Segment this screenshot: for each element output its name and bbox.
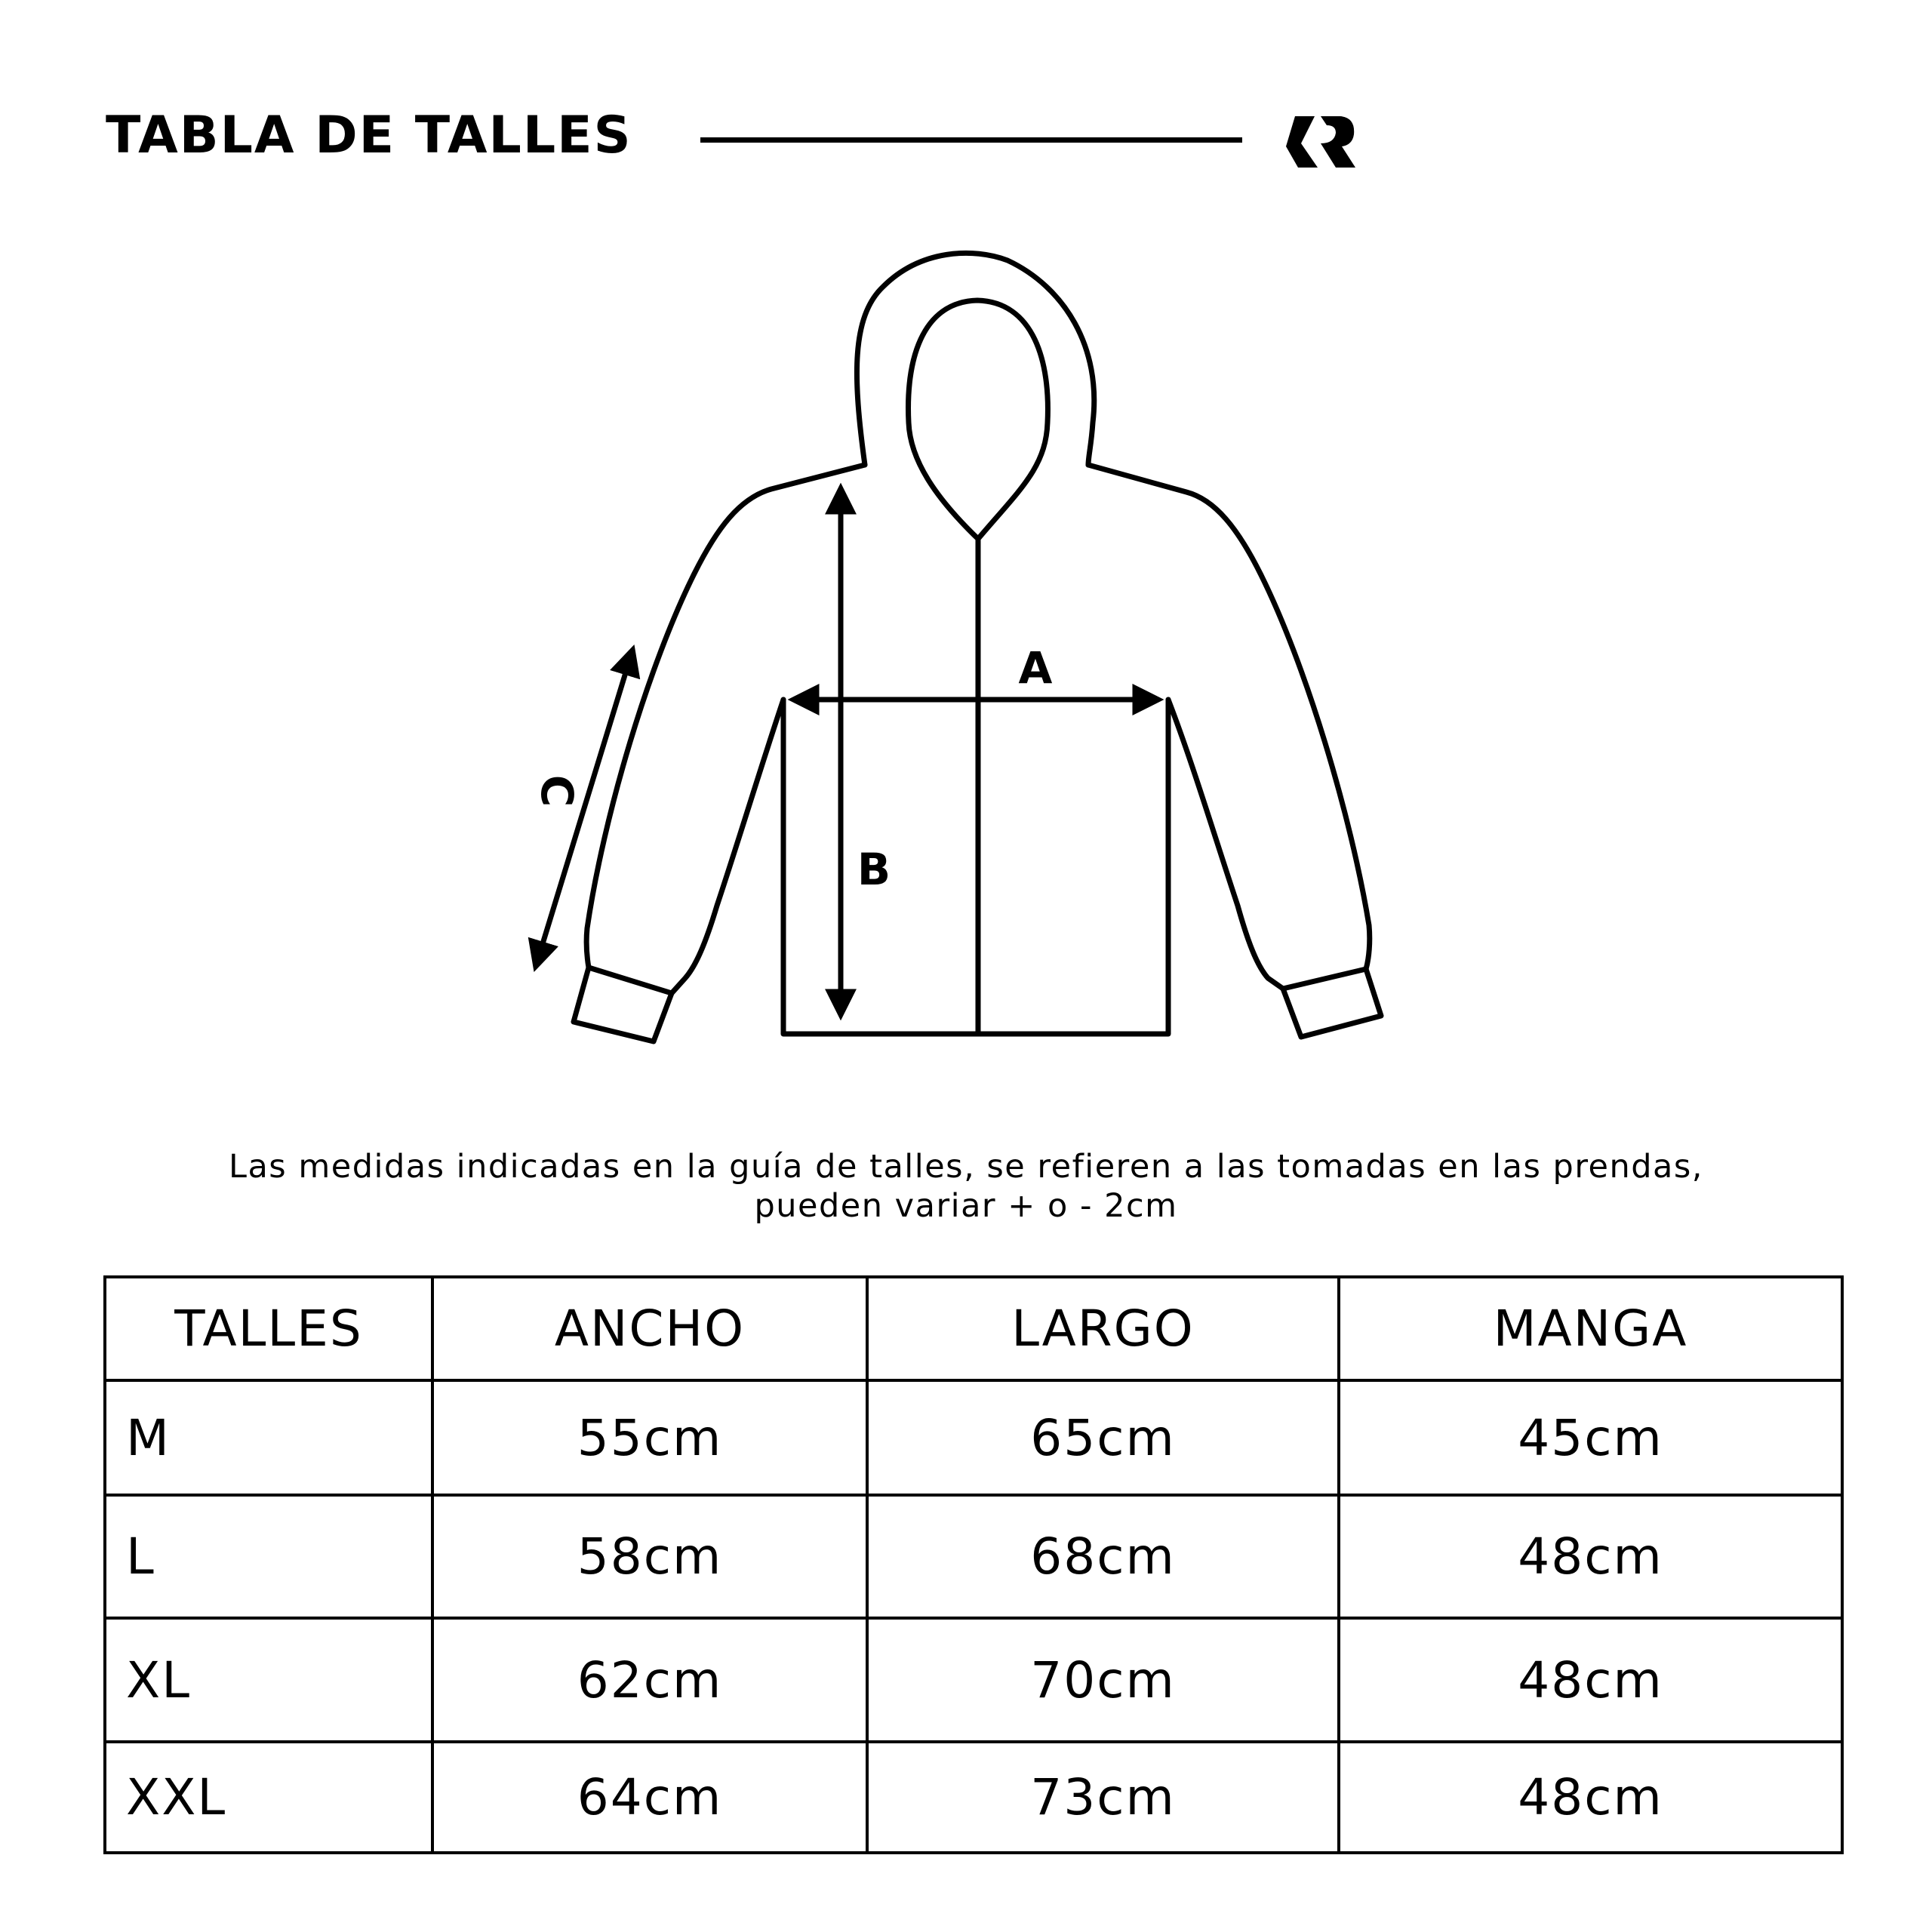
ancho-value: 55cm (432, 1380, 867, 1495)
manga-value: 48cm (1339, 1742, 1842, 1853)
column-header-manga: MANGA (1339, 1277, 1842, 1380)
ancho-value: 58cm (432, 1495, 867, 1618)
manga-value: 45cm (1339, 1380, 1842, 1495)
measurement-note-line-2: pueden variar + o - 2cm (754, 1187, 1178, 1225)
measure-label-b: B (857, 844, 891, 895)
measurement-note-line-1: Las medidas indicadas en la guía de talles, se refieren a las tomadas en las prendas, (229, 1148, 1703, 1186)
hoodie-outline (574, 253, 1381, 1041)
size-table (103, 1275, 1844, 1854)
size-label: XXL (105, 1742, 432, 1853)
page-title: TABLA DE TALLES (106, 106, 632, 165)
table-row (105, 1380, 1842, 1495)
measure-arrow-c (536, 651, 632, 966)
manga-value: 48cm (1339, 1618, 1842, 1742)
table-row (105, 1742, 1842, 1853)
largo-value: 73cm (867, 1742, 1339, 1853)
table-row (105, 1618, 1842, 1742)
measure-label-c: C (531, 774, 583, 808)
column-header-largo: LARGO (867, 1277, 1339, 1380)
size-label: M (105, 1380, 432, 1495)
manga-value: 48cm (1339, 1495, 1842, 1618)
table-header-row (105, 1277, 1842, 1380)
largo-value: 65cm (867, 1380, 1339, 1495)
largo-value: 70cm (867, 1618, 1339, 1742)
size-label: XL (105, 1618, 432, 1742)
column-header-ancho: ANCHO (432, 1277, 867, 1380)
ancho-value: 64cm (432, 1742, 867, 1853)
table-row (105, 1495, 1842, 1618)
column-header-talles: TALLES (105, 1277, 432, 1380)
largo-value: 68cm (867, 1495, 1339, 1618)
size-label: L (105, 1495, 432, 1618)
ancho-value: 62cm (432, 1618, 867, 1742)
measure-label-a: A (1018, 642, 1053, 694)
